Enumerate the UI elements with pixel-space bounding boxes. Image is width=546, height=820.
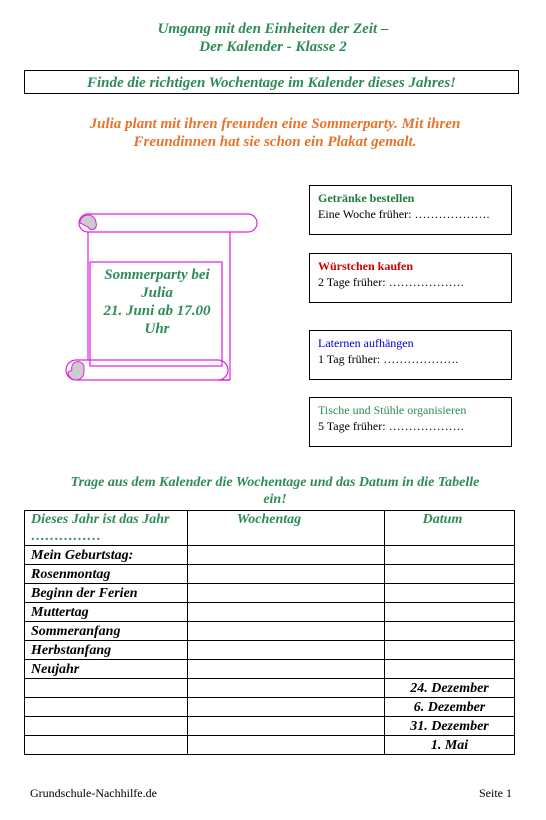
todo-text: Eine Woche früher: ……………….: [318, 207, 490, 221]
header-year: Dieses Jahr ist das Jahr ……………: [25, 511, 188, 546]
table-row: [25, 565, 515, 584]
date-cell[interactable]: [385, 565, 515, 584]
todo-box-lanterns: [309, 330, 512, 380]
weekday-cell[interactable]: [188, 565, 385, 584]
event-cell[interactable]: [25, 679, 188, 698]
poster-line-1: Sommerparty bei: [104, 267, 210, 283]
date-cell[interactable]: [385, 546, 515, 565]
date-cell[interactable]: [385, 622, 515, 641]
header-line-1: Umgang mit den Einheiten der Zeit –: [157, 21, 389, 37]
event-cell[interactable]: [25, 717, 188, 736]
date-cell: 6. Dezember: [385, 698, 515, 717]
event-cell[interactable]: [25, 698, 188, 717]
todo-title: Tische und Stühle organisieren: [318, 403, 467, 417]
header-line-2: Der Kalender - Klasse 2: [199, 39, 347, 55]
weekday-cell[interactable]: [188, 622, 385, 641]
weekday-cell[interactable]: [188, 679, 385, 698]
event-cell: Herbstanfang: [25, 641, 188, 660]
poster-line-4: Uhr: [144, 321, 170, 337]
table-row: [25, 660, 515, 679]
date-cell[interactable]: [385, 603, 515, 622]
todo-text: 5 Tage früher: ……………….: [318, 419, 464, 433]
table-title-line-1: Trage aus dem Kalender die Wochentage und das Datum in die Tabelle: [70, 475, 480, 490]
table-row: [25, 546, 515, 565]
date-cell: 31. Dezember: [385, 717, 515, 736]
table-row: [25, 698, 515, 717]
weekday-cell[interactable]: [188, 603, 385, 622]
poster-text: [92, 266, 222, 338]
table-row: [25, 736, 515, 755]
intro-line-2: Freundinnen hat sie schon ein Plakat gemalt.: [133, 134, 417, 150]
weekday-cell[interactable]: [188, 717, 385, 736]
weekday-cell[interactable]: [188, 546, 385, 565]
footer-page-number: Seite 1: [479, 786, 512, 800]
weekday-cell[interactable]: [188, 584, 385, 603]
todo-box-drinks: [309, 185, 512, 235]
todo-box-tables: [309, 397, 512, 447]
date-cell[interactable]: [385, 660, 515, 679]
date-cell[interactable]: [385, 584, 515, 603]
todo-box-sausages: [309, 253, 512, 303]
todo-title: Getränke bestellen: [318, 191, 415, 205]
header-weekday: Wochentag: [188, 511, 385, 546]
table-header-row: [25, 511, 515, 546]
date-cell: 24. Dezember: [385, 679, 515, 698]
weekday-cell[interactable]: [188, 736, 385, 755]
weekday-cell[interactable]: [188, 660, 385, 679]
calendar-table: [24, 510, 515, 755]
todo-text: 1 Tag früher: ……………….: [318, 352, 459, 366]
table-row: [25, 679, 515, 698]
table-title-line-2: ein!: [263, 492, 287, 507]
poster-line-2: Julia: [141, 285, 173, 301]
weekday-cell[interactable]: [188, 641, 385, 660]
todo-text: 2 Tage früher: ……………….: [318, 275, 464, 289]
table-row: [25, 603, 515, 622]
event-cell: Neujahr: [25, 660, 188, 679]
date-cell: 1. Mai: [385, 736, 515, 755]
table-row: [25, 584, 515, 603]
table-row: [25, 622, 515, 641]
weekday-cell[interactable]: [188, 698, 385, 717]
event-cell: Mein Geburtstag:: [25, 546, 188, 565]
event-cell: Muttertag: [25, 603, 188, 622]
event-cell: Beginn der Ferien: [25, 584, 188, 603]
table-row: [25, 641, 515, 660]
task-box: Finde die richtigen Wochentage im Kalender dieses Jahres!: [24, 70, 519, 94]
table-row: [25, 717, 515, 736]
date-cell[interactable]: [385, 641, 515, 660]
event-cell: Rosenmontag: [25, 565, 188, 584]
intro-line-1: Julia plant mit ihren freunden eine Sommerparty. Mit ihren: [89, 116, 461, 132]
poster-line-3: 21. Juni ab 17.00: [103, 303, 211, 319]
event-cell[interactable]: [25, 736, 188, 755]
header-date: Datum: [385, 511, 515, 546]
event-cell: Sommeranfang: [25, 622, 188, 641]
todo-title: Laternen aufhängen: [318, 336, 414, 350]
footer-site: Grundschule-Nachhilfe.de: [30, 786, 157, 800]
todo-title: Würstchen kaufen: [318, 259, 414, 273]
